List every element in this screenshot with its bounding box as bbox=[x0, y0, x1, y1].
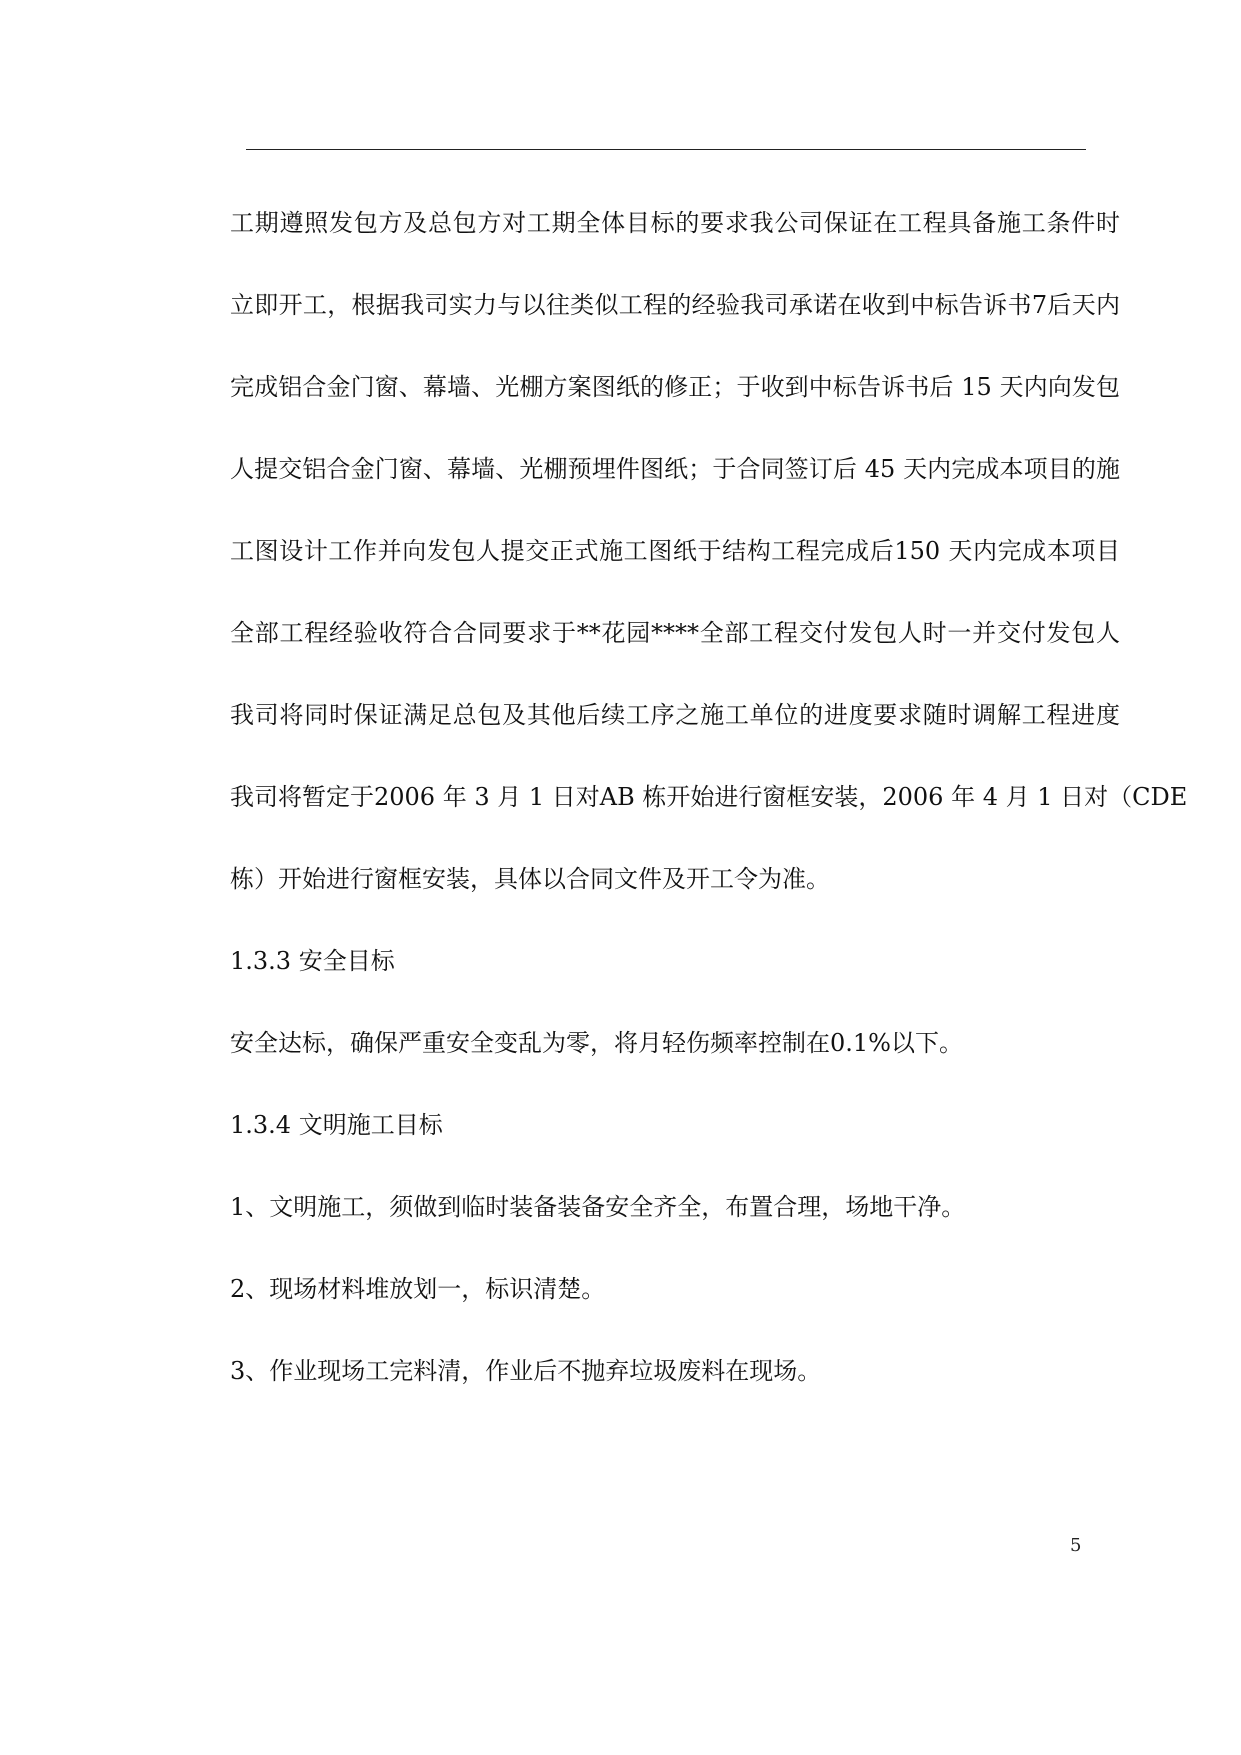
header-rule bbox=[246, 149, 1086, 150]
section-heading-civilized-construction: 1.3.4 文明施工目标 bbox=[230, 1111, 443, 1139]
safety-target-text: 安全达标，确保严重安全变乱为零，将月轻伤频率控制在0.1%以下。 bbox=[230, 1029, 963, 1057]
body-text bbox=[230, 195, 1188, 1425]
paragraph-line: 我司将暂定于2006 年 3 月 1 日对AB 栋开始进行窗框安装，2006 年 4 月 1 日对（CDE bbox=[230, 783, 1188, 811]
section-heading-safety: 1.3.3 安全目标 bbox=[230, 947, 395, 975]
paragraph-line: 人提交铝合金门窗、幕墙、光棚预埋件图纸；于合同签订后 45 天内完成本项目的施 bbox=[230, 455, 1120, 483]
list-item: 1、文明施工，须做到临时装备装备安全齐全，布置合理，场地干净。 bbox=[230, 1193, 966, 1221]
paragraph-line: 全部工程经验收符合合同要求于**花园****全部工程交付发包人时一并交付发包人 bbox=[230, 619, 1120, 647]
paragraph-line: 我司将同时保证满足总包及其他后续工序之施工单位的进度要求随时调解工程进度 bbox=[230, 701, 1120, 729]
paragraph-line: 完成铝合金门窗、幕墙、光棚方案图纸的修正；于收到中标告诉书后 15 天内向发包 bbox=[230, 373, 1120, 401]
page-number: 5 bbox=[1070, 1535, 1082, 1556]
list-item: 2、现场材料堆放划一，标识清楚。 bbox=[230, 1275, 606, 1303]
paragraph-line: 栋）开始进行窗框安装，具体以合同文件及开工令为准。 bbox=[230, 865, 830, 893]
paragraph-line: 工期遵照发包方及总包方对工期全体目标的要求我公司保证在工程具备施工条件时 bbox=[230, 209, 1120, 237]
list-item: 3、作业现场工完料清，作业后不抛弃垃圾废料在现场。 bbox=[230, 1357, 822, 1385]
paragraph-line: 立即开工，根据我司实力与以往类似工程的经验我司承诺在收到中标告诉书7后天内 bbox=[230, 291, 1120, 319]
paragraph-line: 工图设计工作并向发包人提交正式施工图纸于结构工程完成后150 天内完成本项目 bbox=[230, 537, 1120, 565]
